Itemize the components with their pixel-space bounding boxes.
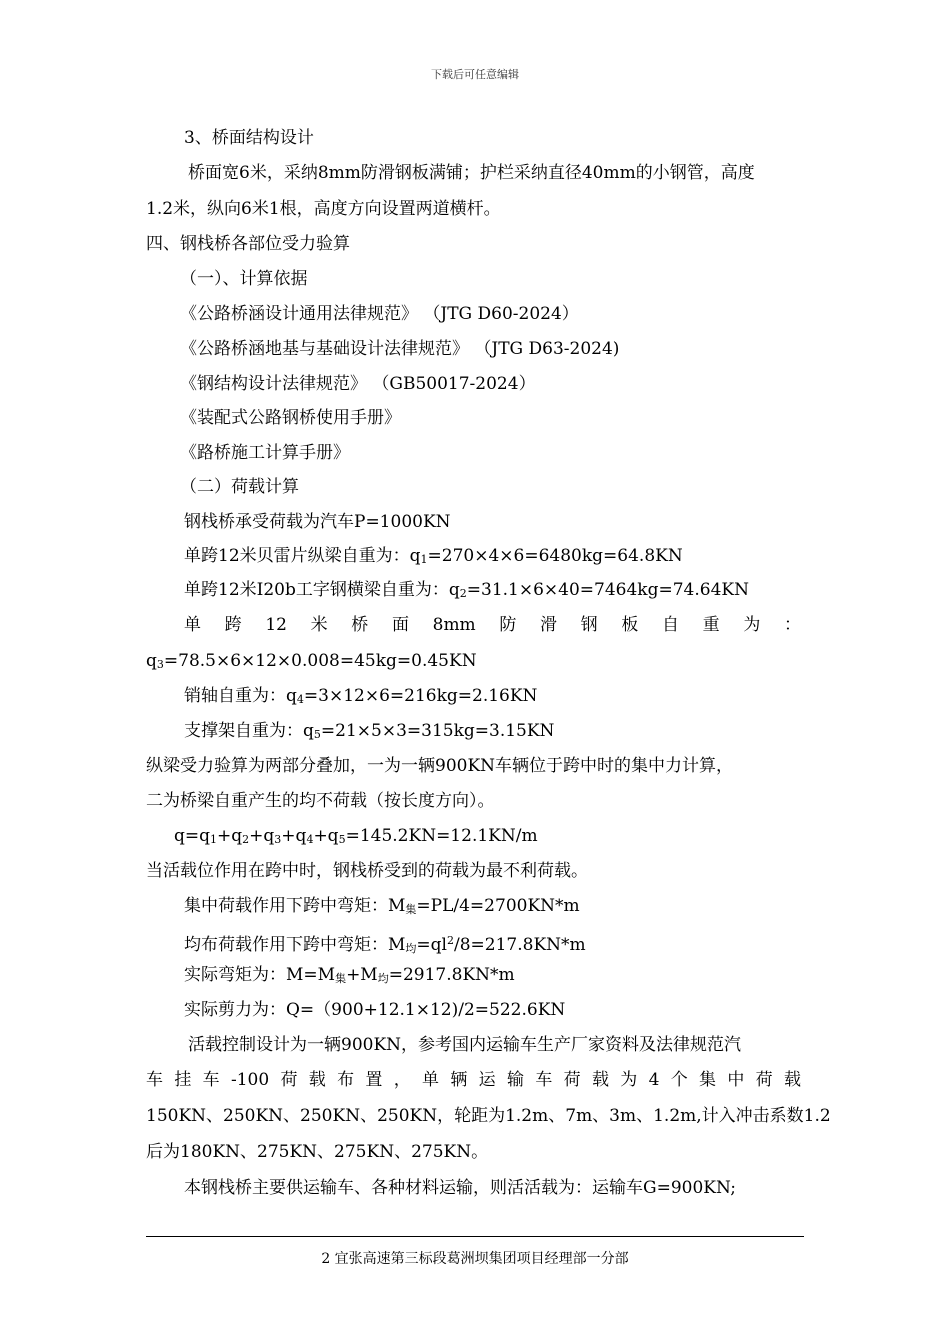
body-line: 车挂车-100荷载布置，单辆运输车荷载为4个集中荷载	[146, 1070, 801, 1090]
body-line: 1.2米，纵向6米1根，高度方向设置两道横杆。	[146, 199, 501, 219]
reference-item: 《公路桥涵地基与基础设计法律规范》 （JTG D63-2024)	[180, 339, 620, 359]
formula-label: 实际弯矩为：	[184, 965, 286, 985]
formula-line-q2	[184, 580, 749, 604]
formula-q4: $q_4=3\times 12\times 6=216kg=2.16KN$	[286, 686, 538, 706]
body-line: 桥面宽6米，采纳8mm防滑钢板满铺；护栏采纳直径40mm的小钢管，高度	[188, 163, 755, 183]
formula-q2: $q_2=31.1\times 6\times 40=7464kg=74.64KN$	[448, 580, 749, 600]
subsection-heading-load-calc: （二）荷载计算	[180, 477, 299, 497]
formula-q5: $q_5=21\times 5\times 3=315kg=3.15KN$	[303, 721, 555, 741]
formula-label: 单跨12米贝雷片纵梁自重为：	[184, 546, 410, 566]
reference-item: 《装配式公路钢桥使用手册》	[180, 408, 401, 428]
body-line: 本钢栈桥主要供运输车、各种材料运输，则活活载为：运输车G=900KN;	[184, 1178, 736, 1198]
body-line: 钢栈桥承受荷载为汽车P=1000KN	[184, 512, 451, 532]
formula-label: 均布荷载作用下跨中弯矩：	[184, 935, 388, 955]
formula-line-m-ji	[184, 896, 580, 920]
page-footer: 2 宜张高速第三标段葛洲坝集团项目经理部一分部	[321, 1251, 629, 1267]
formula-label: 销轴自重为：	[184, 686, 286, 706]
formula-q1: $q_1=270\times 4\times 6=6480kg=64.8KN$	[409, 546, 683, 566]
formula-label-q3: 单跨12米桥面8mm防滑钢板自重为：	[184, 615, 801, 635]
formula-label: 支撑架自重为：	[184, 721, 303, 741]
formula-line-q1	[184, 546, 683, 570]
section-heading-deck-design: 3、桥面结构设计	[184, 128, 314, 148]
body-line: 后为180KN、275KN、275KN、275KN。	[146, 1142, 489, 1162]
page-header: 下载后可任意编辑	[431, 68, 519, 81]
subsection-heading-basis: （一）、计算依据	[180, 269, 308, 289]
reference-item: 《公路桥涵设计通用法律规范》 （JTG D60-2024）	[180, 304, 579, 324]
formula-shear: 实际剪力为：Q=（900+12.1×12)/2=522.6KN	[184, 1000, 566, 1020]
section-heading-load-check: 四、钢栈桥各部位受力验算	[146, 234, 350, 254]
formula-line-q4	[184, 686, 537, 710]
formula-label: 单跨12米I20b工字钢横梁自重为：	[184, 580, 449, 600]
formula-m-jun: $M_均=ql^2/8=217.8KN*m$	[388, 934, 586, 955]
formula-line-m-total	[184, 965, 515, 989]
body-line: 纵梁受力验算为两部分叠加，一为一辆900KN车辆位于跨中时的集中力计算，	[146, 756, 734, 776]
formula-q-sum: $q=q_1+q_2+q_3+q_4+q_5=145.2KN=12.1KN/m$	[174, 826, 538, 846]
body-line: 二为桥梁自重产生的均不荷载（按长度方向）。	[146, 791, 495, 811]
reference-item: 《钢结构设计法律规范》 （GB50017-2024）	[180, 374, 536, 394]
formula-m-ji: $M_集=PL/4=2700KN*m$	[388, 896, 580, 916]
body-line: 150KN、250KN、250KN、250KN，轮距为1.2m、7m、3m、1.2m,计入冲击系数1.2	[146, 1106, 831, 1126]
body-line: 活载控制设计为一辆900KN，参考国内运输车生产厂家资料及法律规范汽	[188, 1035, 742, 1055]
formula-q3: $q_3=78.5\times 6\times 12\times 0.008=45kg=0.45KN$	[146, 651, 477, 671]
formula-line-m-jun	[184, 931, 586, 959]
formula-label: 集中荷载作用下跨中弯矩：	[184, 896, 388, 916]
formula-m-total: $M=M_集+M_均=2917.8KN*m$	[286, 965, 515, 985]
body-line: 当活载位作用在跨中时，钢栈桥受到的荷载为最不利荷载。	[146, 861, 588, 881]
footer-divider	[146, 1236, 804, 1237]
formula-line-q5	[184, 721, 554, 745]
reference-item: 《路桥施工计算手册》	[180, 443, 350, 463]
